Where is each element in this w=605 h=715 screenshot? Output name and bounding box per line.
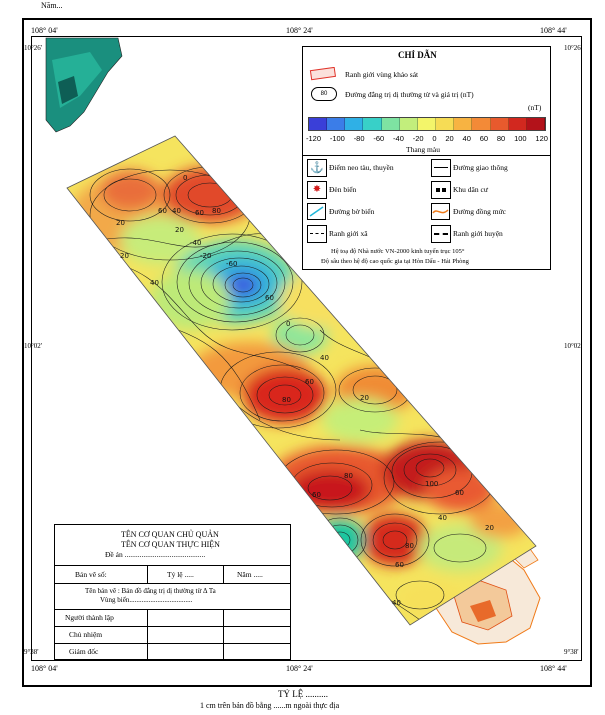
legend-isoline: Đường đẳng trị dị thường từ và giá trị (nT) [345,90,474,99]
contour-label: -20 [200,252,212,260]
scale-tick-label: 120 [535,134,548,143]
contour-line-icon [431,203,451,221]
scale-swatch [509,118,527,130]
contour-label: -60 [226,260,238,268]
scale-swatch [454,118,472,130]
year-field: Năm ..... [237,570,263,579]
legend-label: Đường giao thông [453,163,508,172]
isoline-swatch [311,87,337,101]
footer-scale-note: 1 cm trên bản đồ bằng ......m ngoài thực địa [200,701,340,710]
coord-right-1: 10°26' [564,44,583,52]
scale-swatch [309,118,327,130]
coord-top-3: 108° 44' [540,26,567,35]
scale-swatch [436,118,454,130]
legend-item-contour [431,203,549,221]
role-creator: Người thành lập [65,613,114,622]
legend-label: Đường bờ biển [329,207,375,216]
contour-label: 60 [395,561,404,569]
year-header: Năm... [41,1,63,10]
survey-boundary-swatch [309,67,339,81]
island-northwest [46,38,122,132]
coord-bottom-3: 108° 44' [540,664,567,673]
contour-label: 60 [195,209,204,217]
contour-label: 20 [120,252,129,260]
commune-boundary-icon [307,225,327,243]
coord-top-1: 108° 04' [31,26,58,35]
contour-label: 0 [286,320,291,328]
settlement-icon [431,181,451,199]
contour-label: 80 [405,542,414,550]
executor-name: TÊN CƠ QUAN THỰC HIỆN [121,540,220,549]
coord-right-3: 9°38' [564,648,579,656]
legend-note-depth: Độ sâu theo hệ độ cao quốc gia tại Hòn Dấu - Hải Phòng [321,258,469,265]
legend-title: CHỈ DẪN [398,50,437,60]
scale-swatch [363,118,381,130]
legend-label: Khu dân cư [453,185,488,194]
legend-item-coastline [307,203,425,221]
contour-label: 40 [438,514,447,522]
legend-item-commune-boundary [307,225,425,243]
coord-left-1: 10°26' [24,44,43,52]
road-line-icon [431,159,451,177]
legend-label: Ranh giới huyện [453,229,503,238]
contour-label: 40 [320,354,329,362]
scale-title: Thang màu [406,145,440,154]
contour-label: 60 [158,207,167,215]
project-field: Đề án ........................................... [105,550,206,559]
anchor-icon: ⚓ [307,159,327,177]
scale-tick-label: -120 [306,134,322,143]
scale-tick-label: 20 [445,134,454,143]
legend-item-anchor [307,159,425,177]
lighthouse-icon: ✸ [307,181,327,199]
coord-bottom-1: 108° 04' [31,664,58,673]
scale-swatch [345,118,363,130]
contour-label: 60 [305,378,314,386]
scale-tick-label: -20 [412,134,424,143]
legend-item-road [431,159,549,177]
scale-tick-label: -100 [329,134,345,143]
sheet-number-label: Bản vẽ số: [75,570,107,579]
coord-top-2: 108° 24' [286,26,313,35]
contour-label: 20 [175,226,184,234]
scale-field: Tỷ lệ ..... [167,570,194,579]
contour-label: 0 [183,174,188,182]
contour-label: 60 [455,489,464,497]
contour-label: 40 [172,207,181,215]
footer-scale: TỶ LỆ .......... [278,689,328,699]
scale-swatch [400,118,418,130]
legend-unit: (nT) [528,103,542,112]
color-scale-bar [308,117,546,131]
legend-item-lighthouse [307,181,425,199]
scale-swatch [382,118,400,130]
contour-label: 20 [485,524,494,532]
scale-tick-label: 0 [432,134,437,143]
coastline-icon [307,203,327,221]
legend-label: Đèn biển [329,185,357,194]
scale-swatch [418,118,436,130]
district-boundary-icon [431,225,451,243]
title-block [54,524,291,660]
agency-name: TÊN CƠ QUAN CHỦ QUẢN [121,530,219,539]
scale-tick-label: 100 [514,134,527,143]
legend-survey-boundary: Ranh giới vùng khảo sát [345,70,419,79]
scale-tick-label: -60 [373,134,385,143]
isoline-swatch-text: 80 [320,91,328,97]
contour-label: 80 [282,396,291,404]
legend-note-crs: Hệ toạ độ Nhà nước VN-2000 kinh tuyến trục 105° [331,248,465,255]
role-lead: Chủ nhiệm [69,630,103,639]
scale-swatch [327,118,345,130]
contour-label: 20 [116,219,125,227]
coord-left-2: 10°02' [24,342,43,350]
scale-tick-label: 80 [496,134,506,143]
contour-label: 60 [312,491,321,499]
contour-label: 80 [344,472,353,480]
legend-label: Điểm neo tàu, thuyền [329,163,394,172]
coord-bottom-2: 108° 24' [286,664,313,673]
scale-tick-label: -40 [393,134,404,143]
sea-area-field: Vùng biển.................................... [100,596,193,604]
coord-left-3: 9°38' [24,648,39,656]
scale-tick-label: 60 [479,134,489,143]
contour-label: 80 [212,207,221,215]
scale-swatch [491,118,509,130]
contour-label: 40 [392,599,401,607]
scale-tick-label: -80 [353,134,365,143]
contour-label: 60 [265,294,274,302]
contour-label: -40 [190,239,202,247]
contour-label: 40 [150,279,159,287]
legend-panel [302,46,551,270]
contour-label: 100 [425,480,439,488]
scale-tick-label: 40 [462,134,471,143]
scale-swatch [472,118,490,130]
legend-label: Ranh giới xã [329,229,368,238]
coord-right-2: 10°02' [564,342,583,350]
scale-swatch [527,118,545,130]
legend-label: Đường đồng mức [453,207,506,216]
map-name-field: Tên bản vẽ : Bản đồ đẳng trị dị thường từ Δ Ta [85,587,216,595]
legend-item-settlement [431,181,549,199]
color-scale-labels [306,134,548,144]
contour-label: 20 [360,394,369,402]
legend-item-district-boundary [431,225,549,243]
role-director: Giám đốc [69,647,99,656]
